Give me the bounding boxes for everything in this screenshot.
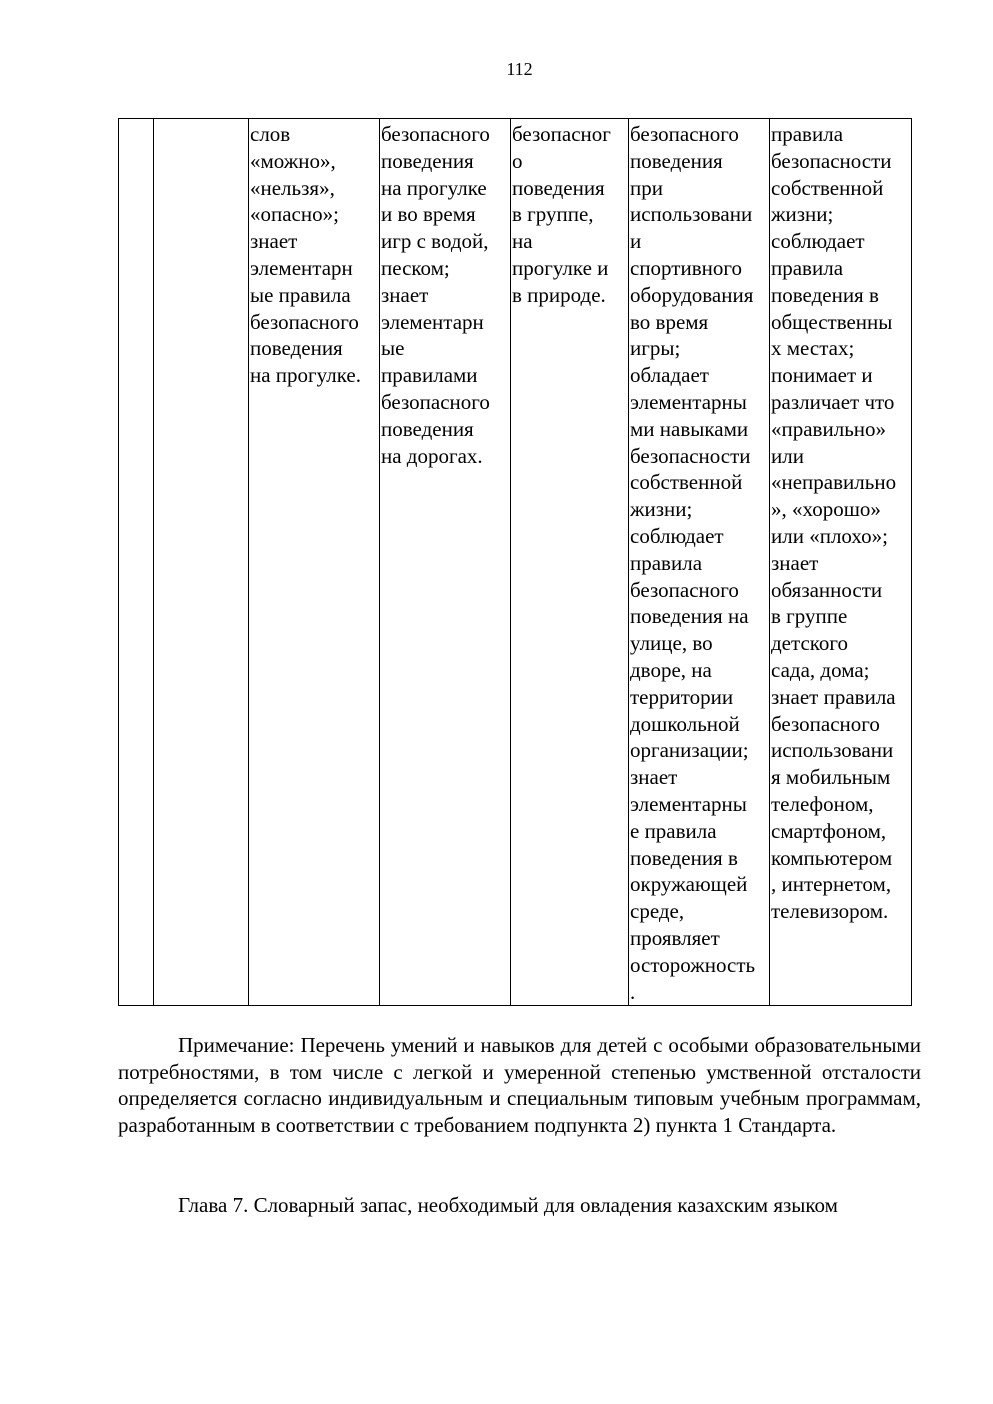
table-cell-2: [154, 119, 249, 1006]
table-cell-5: безопаснoг о поведения в группе, на прогулке и в природе.: [511, 119, 629, 1006]
table-cell-6: безопасного поведения при использовани и спортивного оборудования во время игры; обладает элементарны ми навыками безопасности собственной жизни; соблюдает правила безопасного поведения на улице, во дворе, на территории дошкольной организации; знает элементарны е правила поведения в окружающей среде, проявляет осторожность .: [629, 119, 770, 1006]
table-cell-1: [119, 119, 154, 1006]
table-cell-7: правила безопасности собственной жизни; соблюдает правила поведения в общественны х местах; понимает и различает что «правильно» или «неправильно », «хорошо» или «плохо»; знает обязанности в группе детского сада, дома; знает правила безопасного использовани я мобильным телефоном, смартфоном, компьютером , интернетом, телевизором.: [770, 119, 912, 1006]
table-cell-4: безопасного поведения на прогулке и во время игр с водой, песком; знает элементарн ые правилами безопасного поведения на дорогах.: [380, 119, 511, 1006]
table-row: [119, 119, 912, 1006]
note-paragraph: Примечание: Перечень умений и навыков для детей с особыми образовательными потребностями, в том числе с легкой и умеренной степенью умственной отсталости определяется согласно индивидуальным и специальным типовым учебным программам, разработанным в соответствии с требованием подпункта 2) пункта 1 Стандарта.: [118, 1033, 921, 1137]
chapter-heading: Глава 7. Словарный запас, необходимый для овладения казахским языком: [178, 1193, 838, 1217]
skills-table: [118, 118, 912, 1006]
table-cell-3: слов «можно», «нельзя», «опасно»; знает элементарн ые правила безопасного поведения на прогулке.: [249, 119, 380, 1006]
page-number: 112: [506, 59, 533, 79]
